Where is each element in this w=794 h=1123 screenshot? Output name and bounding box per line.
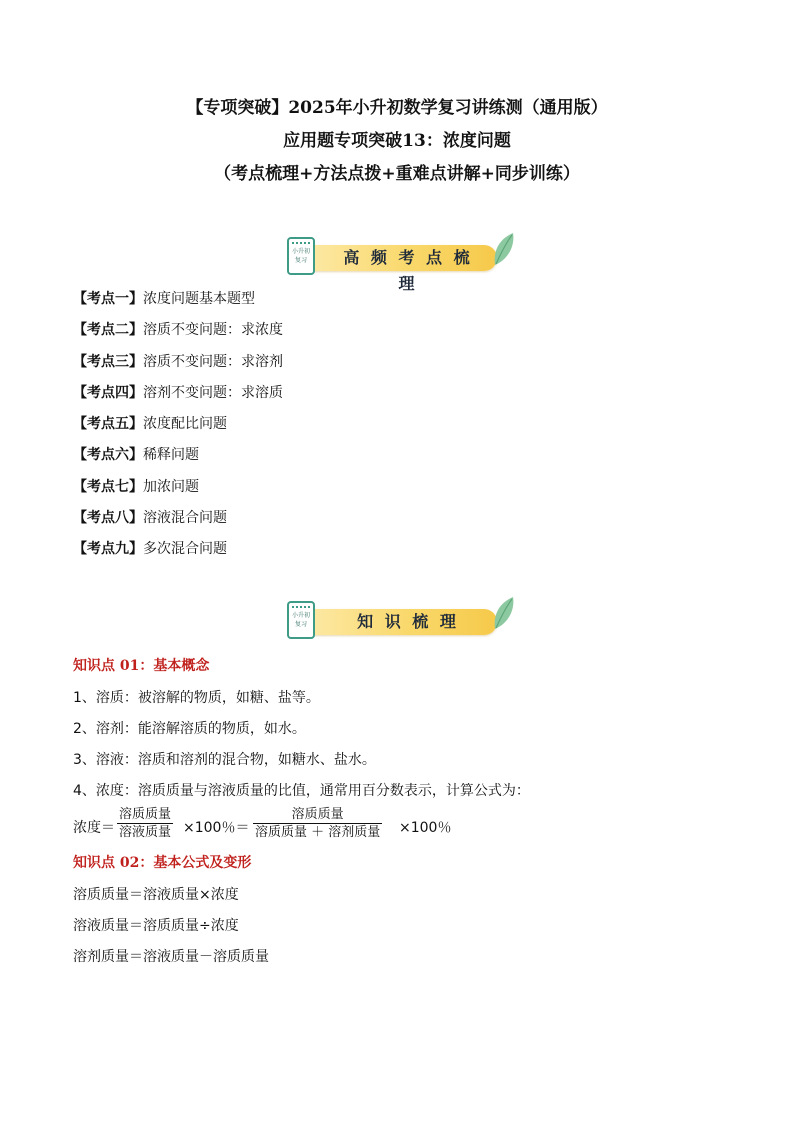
- knowledge-line: 2、溶剂：能溶解溶质的物质，如水。: [73, 721, 306, 737]
- badge-line-2: 复习: [294, 621, 307, 628]
- formula-fraction-1: 溶质质量 溶液质量: [119, 807, 172, 840]
- badge-line-2: 复习: [294, 257, 307, 264]
- leaf-icon: [489, 595, 517, 631]
- knowledge-line: 溶质质量＝溶液质量×浓度: [73, 887, 239, 903]
- banner-label: 知 识 梳 理: [357, 612, 459, 631]
- knowledge-line: 溶剂质量＝溶液质量－溶质质量: [73, 949, 269, 965]
- formula-lhs: 浓度＝: [73, 820, 115, 836]
- list-item: 【考点七】加浓问题: [73, 478, 199, 495]
- list-item: 【考点六】稀释问题: [73, 447, 199, 464]
- section-banner-high-frequency: [287, 237, 517, 293]
- list-item: 【考点五】浓度配比问题: [73, 416, 227, 433]
- knowledge-heading-2: 知识点 02：基本公式及变形: [73, 855, 252, 871]
- concentration-formula: [73, 805, 723, 851]
- formula-mid: ×100％＝: [183, 820, 250, 836]
- list-item: 【考点九】多次混合问题: [73, 541, 227, 558]
- badge-line-1: 小升初: [291, 248, 310, 255]
- leaf-icon: [489, 231, 517, 267]
- formula-tail: ×100％: [399, 820, 452, 836]
- document-tagline: （考点梳理+方法点拨+重难点讲解+同步训练）: [214, 164, 580, 184]
- book-badge-icon: [287, 601, 315, 639]
- document-title: 【专项突破】2025年小升初数学复习讲练测（通用版）: [186, 98, 608, 118]
- knowledge-section: [73, 654, 723, 976]
- document-header: [0, 92, 794, 191]
- list-item: 【考点二】溶质不变问题：求浓度: [73, 322, 283, 339]
- formula-fraction-2: 溶质质量 溶质质量 ＋ 溶剂质量: [255, 807, 381, 840]
- list-item: 【考点一】浓度问题基本题型: [73, 291, 255, 307]
- list-item: 【考点三】溶质不变问题：求溶剂: [73, 353, 283, 370]
- section-banner-knowledge: [287, 601, 517, 641]
- knowledge-line: 4、浓度：溶质质量与溶液质量的比值，通常用百分数表示，计算公式为：: [73, 783, 530, 799]
- banner-bar: [307, 609, 497, 635]
- knowledge-line: 溶液质量＝溶质质量÷浓度: [73, 918, 239, 934]
- banner-bar: [307, 245, 497, 293]
- document-subtitle: 应用题专项突破13：浓度问题: [283, 131, 511, 151]
- knowledge-line: 3、溶液：溶质和溶剂的混合物，如糖水、盐水。: [73, 752, 376, 768]
- list-item: 【考点四】溶剂不变问题：求溶质: [73, 384, 283, 401]
- list-item: 【考点八】溶液混合问题: [73, 510, 227, 527]
- book-badge-icon: [287, 237, 315, 275]
- banner-label: 高 频 考 点 梳 理: [343, 248, 473, 293]
- knowledge-line: 1、溶质：被溶解的物质，如糖、盐等。: [73, 690, 320, 706]
- knowledge-heading-1: 知识点 01：基本概念: [73, 658, 210, 674]
- exam-point-list: [73, 287, 283, 569]
- badge-line-1: 小升初: [291, 612, 310, 619]
